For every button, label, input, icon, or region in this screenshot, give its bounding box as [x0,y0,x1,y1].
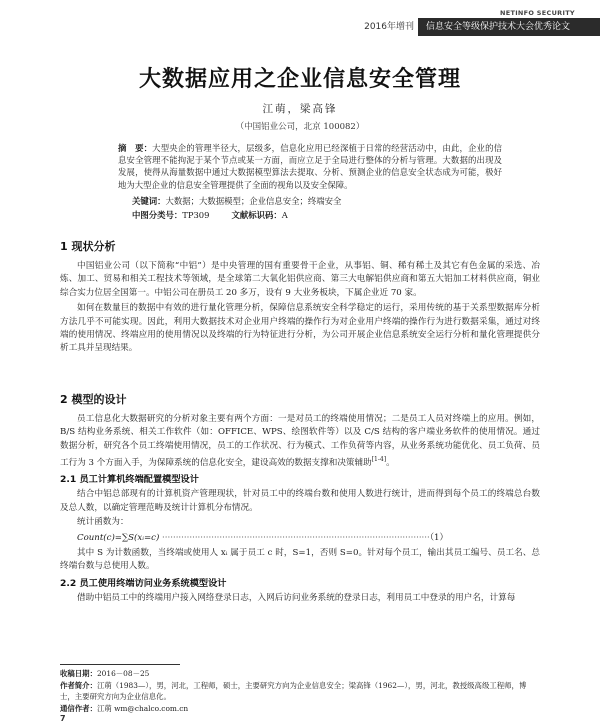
clc-label: 中图分类号： [132,210,183,220]
formula-expression: Count(c)=∑S(xᵢ=c) [77,532,160,543]
formula-1: Count(c)=∑S(xᵢ=c) ··································································································（1） [77,532,449,543]
footnote-bio [60,680,540,703]
subsection-2-2-heading: 2.2 员工使用终端访问业务系统模型设计 [60,577,227,589]
subsection-2-1-paragraph-3: 其中 S 为计数函数，当终端或使用人 xᵢ 属于员工 c 时，S=1，否则 S=0。针对每个员工，输出其员工编号、员工名、总终端台数与总使用人数。 [60,547,540,572]
article-title: 大数据应用之企业信息安全管理 [138,67,461,92]
header-year-issue: 2016年增刊 [364,22,414,32]
doc-code-label: 文献标识码： [231,210,282,220]
section-1-paragraph-2: 如何在数量巨的数据中有效的进行量化管理分析，保障信息系统安全科学稳定的运行，采用传统的基于关系型数据库分析方法几乎不可能实现。因此，利用大数据技术对企业用户终端的操作行为对企业用户终端的操作行为进行数据采集，通过对终端的使用情况、终端应用的使用情况以及终端的行为特征进行分析，为公司开展企业信息系统安全运行分析和量化管理提供分析工具并呈现结果。 [60,303,540,354]
clc-value: TP309 [182,210,210,220]
bio-label: 作者简介： [60,680,97,690]
section-1 [60,240,540,356]
article-affiliation: （中国铝业公司，北京 100082） [235,122,365,132]
contact-text: 江萌 wm@chalco.com.cn [96,703,189,713]
citation-ref: [1-4] [371,456,387,464]
abstract-label: 摘 要： [118,143,153,153]
keywords-label: 关键词： [132,196,166,206]
classification-line [132,209,502,221]
header-series-title: 信息安全等级保护技术大会优秀论文 [426,22,571,32]
received-label: 收稿日期： [60,669,97,678]
subsection-2-2-paragraph-1: 借助中铝员工中的终端用户接入网络登录日志，入网后访问业务系统的登录日志，利用员工中登录的用户名，计算每 [77,592,516,603]
journal-logo: NETINFO SECURITY [500,9,575,17]
subsection-2-1-paragraph-2: 统计函数为： [77,517,129,528]
subsection-2-1-heading: 2.1 员工计算机终端配置模型设计 [60,474,199,486]
section-2-heading: 2 模型的设计 [60,393,127,406]
keywords-line [132,195,502,207]
bio-text: 江萌（1983—），男，河北，工程师，硕士，主要研究方向为企业信息安全；梁高锋（1962—），男，河北，教授级高级工程师，博士，主要研究方向为企业信息化。 [60,680,527,701]
section-1-paragraph-1: 中国铝业公司（以下简称“中铝”）是中央管理的国有重要骨干企业，从事铝、铜、稀有稀土及其它有色金属的采选、冶炼、加工、贸易和相关工程技术等领域，是全球第二大氧化铝供应商、第三大电解铝供应商和第五大铝加工材料供应商，铜业综合实力位居全国第一。中铝公司在册员工 20 多万，设有 9 大业务板块，下属企业近 70 家。 [60,261,540,298]
article-authors: 江萌，梁高锋 [262,103,338,115]
contact-label: 通信作者： [60,703,97,713]
footnote-rule [60,664,180,665]
keywords-text: 大数据；大数据模型；企业信息安全；终端安全 [165,196,342,206]
section-2 [60,393,540,605]
section-1-heading: 1 现状分析 [60,240,116,253]
section-2-paragraph-1-text: 员工信息化大数据研究的分析对象主要有两个方面：一是对员工的终端使用情况；二是员工人员对终端上的应用。例如，B/S 结构业务系统、相关工作软件（如：OFFICE、WPS、绘图软件等）以及 C/S 结构的客户端业务软件的使用情况。通过数据分析，研究各个员工终端使用情况，员工的工作状况、行为模式、工作负荷等内容，从业务系统功能优化、员工负荷、员工行为 3 个方面入手，为保障系统的信息化安全，建设高效的数据支撑和决策辅助 [60,414,540,469]
section-2-paragraph-1-end: 。 [386,458,395,469]
subsection-2-1-paragraph-1: 结合中铝总部现有的计算机资产管理现状，针对员工中的终端台数和使用人数进行统计，进而得到每个员工的终端总台数及总人数，以确定管理范畴及统计计算机分布情况。 [60,489,540,513]
running-header [0,8,600,38]
footnote-contact [60,703,540,715]
doc-code-value: A [281,210,288,220]
header-series-band [418,18,600,36]
page-number: 7 [60,714,66,723]
footnote-block [60,668,540,714]
section-2-paragraph-1 [60,413,540,470]
abstract-text: 大型央企的管理半径大，层级多，信息化应用已经深植于日常的经营活动中，由此，企业的信息安全管理不能拘泥于某个节点或某一方面，而应立足于全局进行整体的分析与管理。大数据的出现及发展，使得从海量数据中通过大数据模型算法去提取、分析、预测企业的信息安全状态成为可能，极好地为大型企业的信息安全管理提供了全面的视角以及安全保障。 [118,143,503,190]
footnote-received [60,668,540,680]
formula-number: （1） [429,532,449,543]
abstract-block [118,142,502,191]
received-date: 2016－08－25 [96,669,150,678]
